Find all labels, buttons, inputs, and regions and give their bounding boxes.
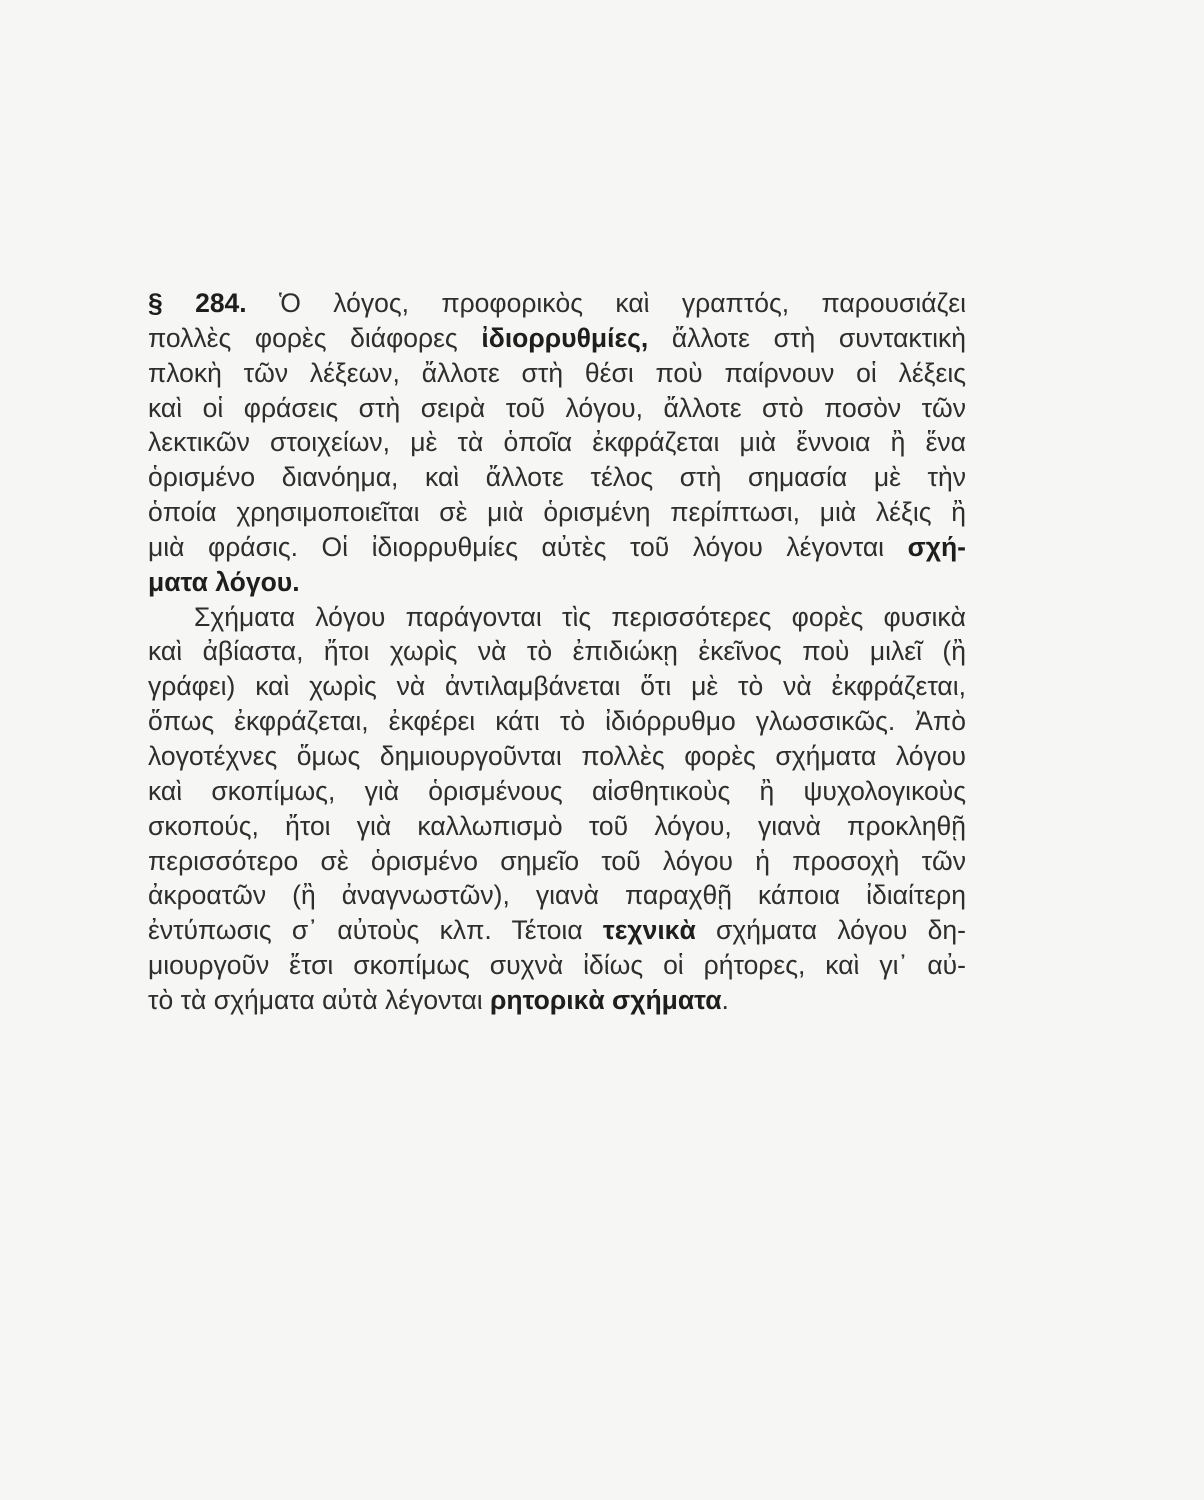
bold-term: ματα λόγου. <box>148 566 300 597</box>
text-segment: ὅπως ἐκφράζεται, ἐκφέρει κάτι τὸ ἰδιόρρυθμο γλωσσικῶς. Ἀπὸ <box>148 706 966 737</box>
text-segment: καὶ σκοπίμως, γιὰ ὁρισμένους αἰσθητικοὺς ἢ ψυχολογικοὺς <box>148 775 966 806</box>
text-segment: γράφει) καὶ χωρὶς νὰ ἀντιλαμβάνεται ὅτι μὲ τὸ νὰ ἐκφράζεται, <box>148 671 966 702</box>
text-segment: . <box>721 984 729 1015</box>
text-line <box>148 391 966 426</box>
text-segment: ὁρισμένο διανόημα, καὶ ἄλλοτε τέλος στὴ σημασία μὲ τὴν <box>148 462 966 493</box>
text-line <box>148 495 966 530</box>
section-284-body <box>148 286 966 1018</box>
text-segment: σκοπούς, ἤτοι γιὰ καλλωπισμὸ τοῦ λόγου, γιανὰ προκληθῇ <box>148 810 966 841</box>
text-segment: πλοκὴ τῶν λέξεων, ἄλλοτε στὴ θέσι ποὺ παίρνουν οἱ λέξεις <box>148 357 966 388</box>
text-segment: ὁποία χρησιμοποιεῖται σὲ μιὰ ὁρισμένη περίπτωσι, μιὰ λέξις ἢ <box>148 497 966 528</box>
text-segment: καὶ ἀβίαστα, ἤτοι χωρὶς νὰ τὸ ἐπιδιώκῃ ἐκεῖνος ποὺ μιλεῖ (ἢ <box>148 636 966 667</box>
text-segment: Ὁ λόγος, προφορικὸς καὶ γραπτός, παρουσιάζει <box>246 288 966 318</box>
text-segment: μιὰ φράσις. Οἱ ἰδιορρυθμίες αὐτὲς τοῦ λόγου λέγονται <box>148 531 908 562</box>
text-segment: πολλὲς φορὲς διάφορες <box>148 322 482 353</box>
text-segment: Σχήματα λόγου παράγονται τὶς περισσότερες φορὲς φυσικὰ <box>194 601 966 632</box>
text-line <box>148 530 966 565</box>
bold-term: τεχνικὰ <box>602 915 696 946</box>
text-line <box>148 600 966 635</box>
text-line <box>148 844 966 879</box>
text-segment: μιουργοῦν ἔτσι σκοπίμως συχνὰ ἰδίως οἱ ρήτορες, καὶ γι᾽ αὐ- <box>148 950 966 981</box>
text-line <box>148 809 966 844</box>
text-line <box>148 425 966 460</box>
text-line <box>148 774 966 809</box>
text-segment: ἄλλοτε στὴ συντακτικὴ <box>648 322 966 353</box>
text-segment: λογοτέχνες ὅμως δημιουργοῦνται πολλὲς φορὲς σχήματα λόγου <box>148 740 966 771</box>
text-segment: ἐντύπωσις σ᾽ αὐτοὺς κλπ. Τέτοια <box>148 915 603 946</box>
text-line <box>148 634 966 669</box>
text-line <box>148 739 966 774</box>
bold-term: § 284. <box>148 288 247 318</box>
bold-term: ρητορικὰ σχήματα <box>490 984 722 1015</box>
text-segment: τὸ τὰ σχήματα αὐτὰ λέγονται <box>148 984 491 1015</box>
text-segment: καὶ οἱ φράσεις στὴ σειρὰ τοῦ λόγου, ἄλλοτε στὸ ποσὸν τῶν <box>148 392 966 423</box>
text-line <box>148 704 966 739</box>
text-line <box>148 983 966 1018</box>
text-line <box>148 286 966 321</box>
text-line <box>148 948 966 983</box>
text-line <box>148 878 966 913</box>
text-segment: λεκτικῶν στοιχείων, μὲ τὰ ὁποῖα ἐκφράζεται μιὰ ἔννοια ἢ ἕνα <box>148 427 966 458</box>
text-line <box>148 460 966 495</box>
text-line <box>148 669 966 704</box>
text-segment: περισσότερο σὲ ὁρισμένο σημεῖο τοῦ λόγου ἡ προσοχὴ τῶν <box>148 845 966 876</box>
text-line <box>148 913 966 948</box>
text-line <box>148 565 966 600</box>
bold-term: ἰδιορρυθμίες, <box>481 322 649 353</box>
text-segment: ἀκροατῶν (ἢ ἀναγνωστῶν), γιανὰ παραχθῇ κάποια ἰδιαίτερη <box>148 880 966 911</box>
text-line <box>148 321 966 356</box>
bold-term: σχή- <box>907 531 966 562</box>
text-line <box>148 356 966 391</box>
text-segment: σχήματα λόγου δη- <box>695 915 966 946</box>
